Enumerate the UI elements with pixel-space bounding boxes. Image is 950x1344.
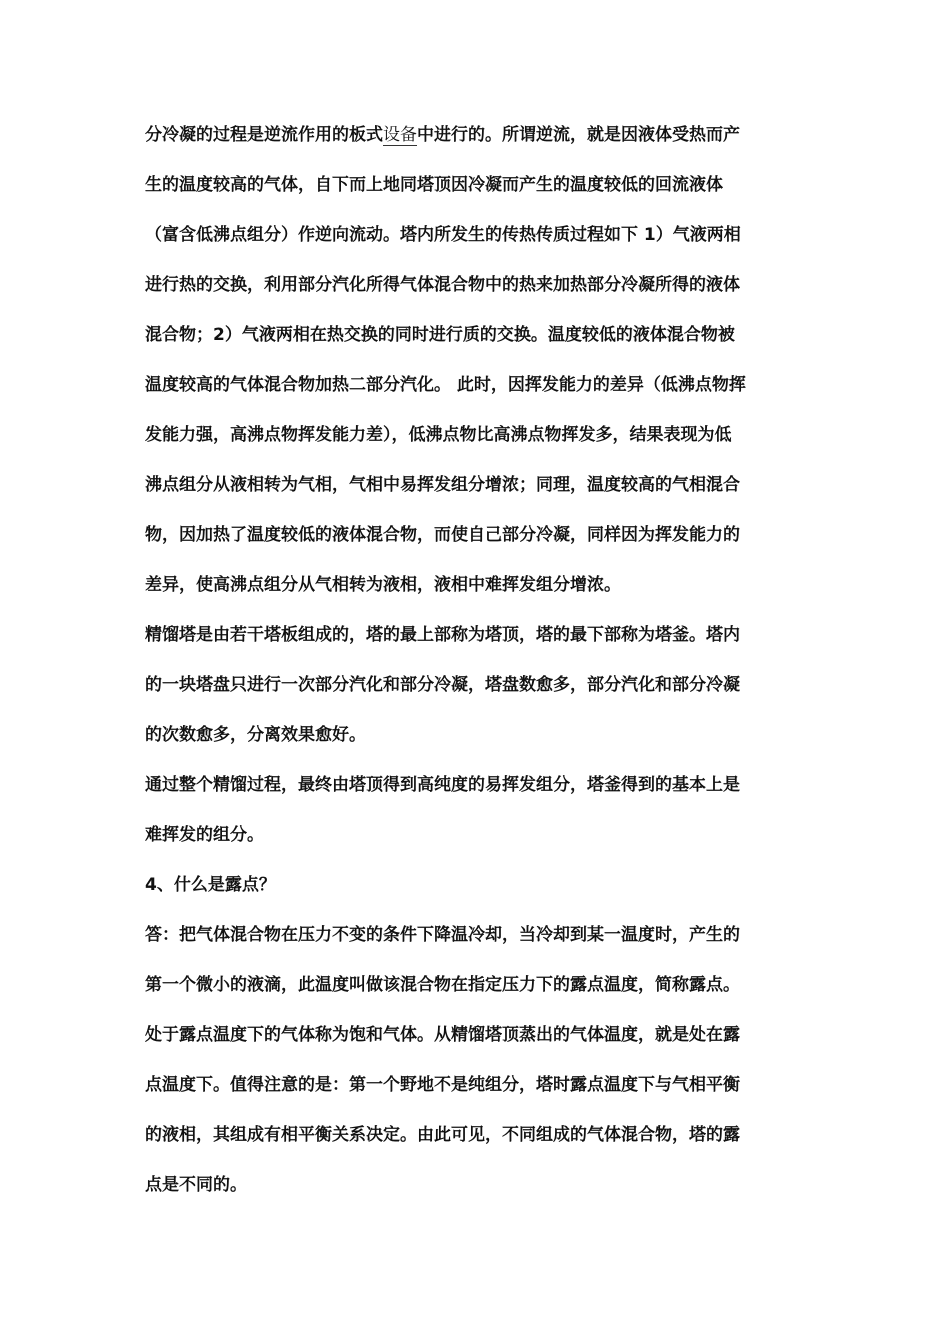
text-line-19: 处于露点温度下的气体称为饱和气体。从精馏塔顶蒸出的气体温度，就是处在露 — [145, 1025, 740, 1045]
text-line-21: 的液相，其组成有相平衡关系决定。由此可见，不同组成的气体混合物，塔的露 — [145, 1125, 740, 1145]
text-line-13: 的次数愈多，分离效果愈好。 — [145, 725, 366, 745]
text-line-8: 沸点组分从液相转为气相，气相中易挥发组分增浓；同理，温度较高的气相混合 — [145, 475, 740, 495]
text-line-3: （富含低沸点组分）作逆向流动。塔内所发生的传热传质过程如下 1）气液两相 — [145, 225, 741, 245]
text-line-11: 精馏塔是由若干塔板组成的，塔的最上部称为塔顶，塔的最下部称为塔釜。塔内 — [145, 625, 740, 645]
text-line-17: 答：把气体混合物在压力不变的条件下降温冷却，当冷却到某一温度时，产生的 — [145, 925, 740, 945]
text-line-4: 进行热的交换，利用部分汽化所得气体混合物中的热来加热部分冷凝所得的液体 — [145, 275, 740, 295]
text-line-9: 物，因加热了温度较低的液体混合物，而使自己部分冷凝，同样因为挥发能力的 — [145, 525, 740, 545]
text-line-7: 发能力强，高沸点物挥发能力差），低沸点物比高沸点物挥发多，结果表现为低 — [145, 425, 732, 445]
text-line-6: 温度较高的气体混合物加热二部分汽化。 此时，因挥发能力的差异（低沸点物挥 — [145, 375, 746, 395]
text-line-12: 的一块塔盘只进行一次部分汽化和部分冷凝，塔盘数愈多，部分汽化和部分冷凝 — [145, 675, 740, 695]
text-line-2: 生的温度较高的气体，自下而上地同塔顶因冷凝而产生的温度较低的回流液体 — [145, 175, 723, 195]
text-line-5: 混合物；2）气液两相在热交换的同时进行质的交换。温度较低的液体混合物被 — [145, 325, 735, 345]
text-line-10: 差异，使高沸点组分从气相转为液相，液相中难挥发组分增浓。 — [145, 575, 621, 595]
equipment-link[interactable]: 设备 — [383, 125, 417, 145]
text-line-20: 点温度下。值得注意的是：第一个野地不是纯组分，塔时露点温度下与气相平衡 — [145, 1075, 740, 1095]
text-line-14: 通过整个精馏过程，最终由塔顶得到高纯度的易挥发组分，塔釜得到的基本上是 — [145, 775, 740, 795]
text-line-18: 第一个微小的液滴，此温度叫做该混合物在指定压力下的露点温度，简称露点。 — [145, 975, 740, 995]
document-body — [145, 110, 825, 1210]
text-line-1 — [145, 110, 825, 160]
text-line-22: 点是不同的。 — [145, 1175, 247, 1195]
text-line-15: 难挥发的组分。 — [145, 825, 264, 845]
text-segment: 中进行的。所谓逆流，就是因液体受热而产 — [417, 125, 740, 145]
text-segment: 分冷凝的过程是逆流作用的板式 — [145, 125, 383, 145]
section-heading-dew-point: 4、什么是露点？ — [145, 875, 276, 895]
